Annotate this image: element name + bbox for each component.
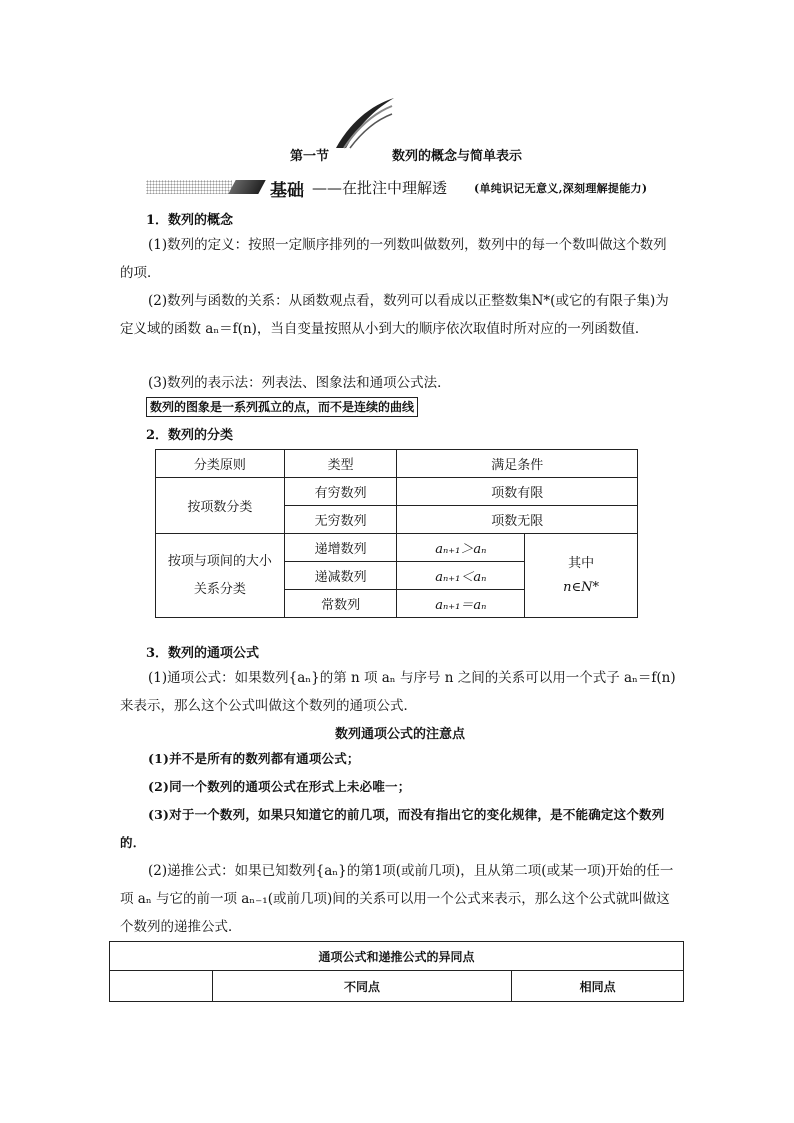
condition-cell: 项数有限 <box>397 478 638 506</box>
s1-paragraph-representation: (3)数列的表示法：列表法、图象法和通项公式法． <box>148 375 451 391</box>
section-1-heading: 1．数列的概念 <box>146 213 234 228</box>
note-item: (3)对于一个数列，如果只知道它的前几项，而没有指出它的变化规律，是不能确定这个数列的． <box>120 807 665 850</box>
section-number: 第一节 <box>290 149 330 164</box>
diff-header: 不同点 <box>212 971 511 1002</box>
note-item: (1)并不是所有的数列都有通项公式； <box>148 751 360 766</box>
condition-cell: aₙ₊₁＜aₙ <box>397 562 525 590</box>
s3-paragraph-recursive: (2)递推公式：如果已知数列{aₙ}的第1项(或前几项)，且从第二项(或某一项)开始的任一项 aₙ 与它的前一项 aₙ₋₁(或前几项)间的关系可以用一个公式来表示，那么这个公式就叫做这个数列的递推公式． <box>120 863 674 935</box>
condition-cell: aₙ₊₁＞aₙ <box>397 534 525 562</box>
swoosh-logo-icon <box>334 96 396 150</box>
s1-paragraph-definition: (1)数列的定义：按照一定顺序排列的一列数叫做数列，数列中的每一个数叫做这个数列的项． <box>120 237 667 281</box>
type-cell: 常数列 <box>284 590 397 618</box>
table-header-cell: 分类原则 <box>156 450 285 478</box>
basics-banner <box>146 177 686 199</box>
banner-dot-pattern <box>146 180 232 194</box>
table-row <box>110 942 684 971</box>
type-cell: 递减数列 <box>284 562 397 590</box>
principle-cell: 按项数分类 <box>156 478 285 534</box>
table-header-cell: 类型 <box>284 450 397 478</box>
table-header-row <box>156 450 638 478</box>
banner-strong-label: 基础 <box>270 181 304 201</box>
s1-paragraph-function-relation: (2)数列与函数的关系：从函数观点看，数列可以看成以正整数集N*(或它的有限子集)为定义域的函数 aₙ＝f(n)，当自变量按照从小到大的顺序依次取值时所对应的一列函数值． <box>120 293 669 337</box>
principle-line: 关系分类 <box>193 581 246 597</box>
type-cell: 递增数列 <box>284 534 397 562</box>
table-row <box>110 971 684 1002</box>
note-title: 数列通项公式的注意点 <box>334 727 465 742</box>
section-title: 数列的概念与简单表示 <box>392 149 523 164</box>
section-2-heading: 2．数列的分类 <box>146 428 234 443</box>
banner-subtitle: ——在批注中理解透 <box>312 179 448 197</box>
boxed-annotation: 数列的图象是一系列孤立的点，而不是连续的曲线 <box>146 397 418 417</box>
type-cell: 有穷数列 <box>284 478 397 506</box>
table-row <box>156 478 638 506</box>
condition-cell: 项数无限 <box>397 506 638 534</box>
extra-line: n∈N* <box>563 579 600 595</box>
empty-cell <box>110 971 213 1002</box>
banner-slash-bar <box>228 180 265 194</box>
s3-paragraph-general-term: (1)通项公式：如果数列{aₙ}的第 n 项 aₙ 与序号 n 之间的关系可以用一个式子 aₙ＝f(n)来表示，那么这个公式叫做这个数列的通项公式． <box>120 670 676 714</box>
principle-cell <box>156 534 285 618</box>
extra-line: 其中 <box>568 555 595 571</box>
table-header-cell: 满足条件 <box>397 450 638 478</box>
note-item: (2)同一个数列的通项公式在形式上未必唯一； <box>148 779 411 794</box>
section-3-heading: 3．数列的通项公式 <box>146 646 260 661</box>
type-cell: 无穷数列 <box>284 506 397 534</box>
extra-cell <box>525 534 638 618</box>
comparison-title: 通项公式和递推公式的异同点 <box>110 942 684 971</box>
comparison-table <box>109 941 684 1002</box>
condition-cell: aₙ₊₁＝aₙ <box>397 590 525 618</box>
table-row <box>156 534 638 562</box>
principle-line: 按项与项间的大小 <box>167 553 272 569</box>
same-header: 相同点 <box>512 971 684 1002</box>
classification-table <box>155 449 638 618</box>
banner-note: (单纯识记无意义,深刻理解提能力) <box>474 182 648 195</box>
